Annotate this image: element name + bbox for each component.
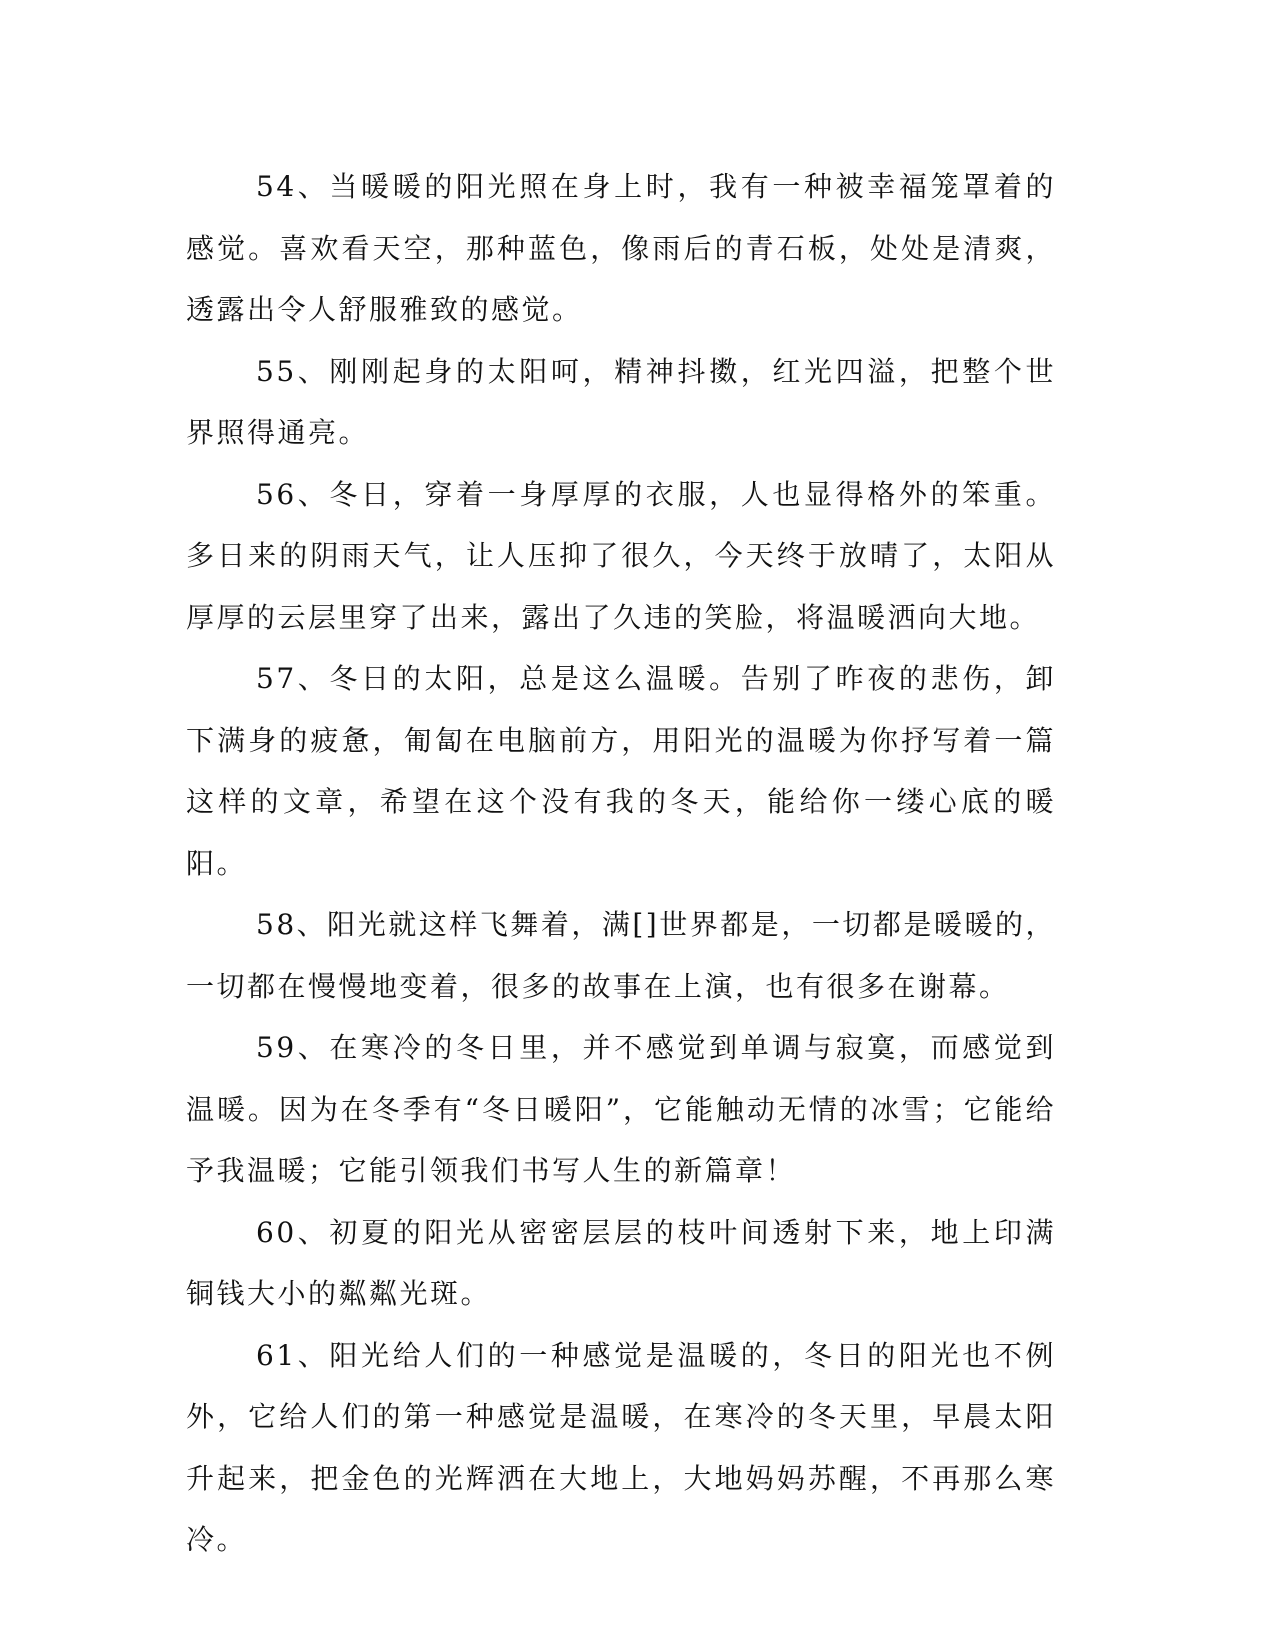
paragraph-59: 59、在寒冷的冬日里，并不感觉到单调与寂寞，而感觉到温暖。因为在冬季有“冬日暖阳”，它能触动无情的冰雪；它能给予我温暖；它能引领我们书写人生的新篇章！ (186, 1031, 1056, 1187)
paragraph-54: 54、当暖暖的阳光照在身上时，我有一种被幸福笼罩着的感觉。喜欢看天空，那种蓝色，像雨后的青石板，处处是清爽，透露出令人舒服雅致的感觉。 (186, 170, 1056, 326)
paragraph-58: 58、阳光就这样飞舞着，满[]世界都是，一切都是暖暖的，一切都在慢慢地变着，很多的故事在上演，也有很多在谢幕。 (186, 908, 1056, 1003)
paragraph-56: 56、冬日，穿着一身厚厚的衣服，人也显得格外的笨重。多日来的阴雨天气，让人压抑了很久，今天终于放晴了，太阳从厚厚的云层里穿了出来，露出了久违的笑脸，将温暖洒向大地。 (186, 477, 1056, 634)
document-body (186, 156, 1056, 1571)
paragraph-57: 57、冬日的太阳，总是这么温暖。告别了昨夜的悲伤，卸下满身的疲惫，匍匐在电脑前方，用阳光的温暖为你抒写着一篇这样的文章，希望在这个没有我的冬天，能给你一缕心底的暖阳。 (186, 662, 1056, 880)
paragraph-55: 55、刚刚起身的太阳呵，精神抖擞，红光四溢，把整个世界照得通亮。 (186, 354, 1056, 449)
paragraph-61: 61、阳光给人们的一种感觉是温暖的，冬日的阳光也不例外，它给人们的第一种感觉是温暖，在寒冷的冬天里，早晨太阳升起来，把金色的光辉洒在大地上，大地妈妈苏醒，不再那么寒冷。 (186, 1338, 1056, 1556)
paragraph-60: 60、初夏的阳光从密密层层的枝叶间透射下来，地上印满铜钱大小的粼粼光斑。 (186, 1215, 1056, 1310)
